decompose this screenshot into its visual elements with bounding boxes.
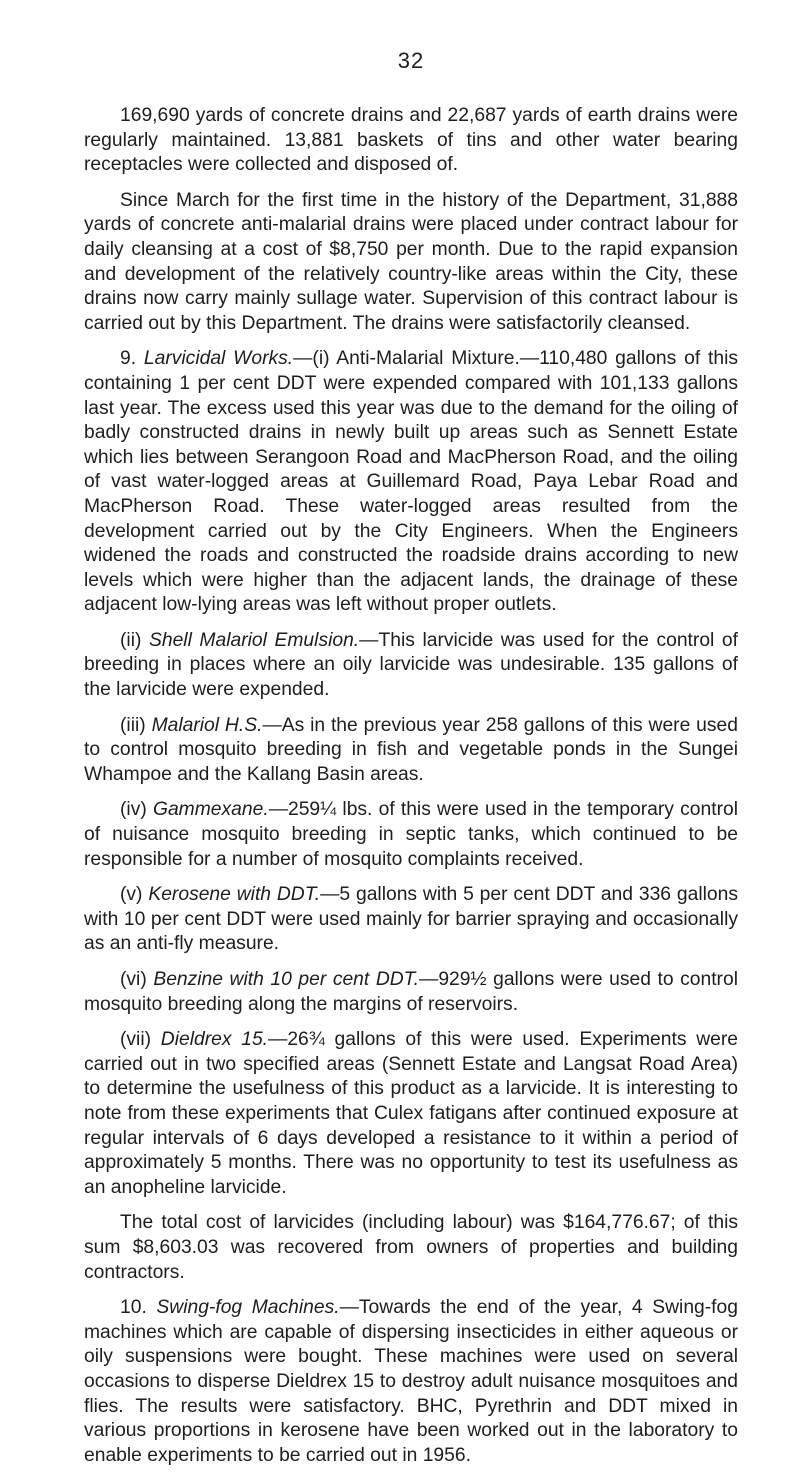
item-number: (iii) <box>120 714 152 736</box>
paragraph-text: —110,480 gallons of this containing 1 per cent DDT were expended compared with 101,133 gallons last year. The excess used this year was due to the demand for the oiling of badly constructed drains in newly built up areas such as Sennett Estate which lies between Serangoon Road and MacPherson Road, and the oiling of vast water-logged areas at Guillemard Road, Paya Lebar Road and MacPherson Road. These water-logged areas resulted from the development carried out by the City Engineers. When the Engineers widened the roads and constructed the roadside drains according to new levels which were higher than the adjacent lands, the drainage of these adjacent low-lying areas was left without proper outlets. <box>84 348 738 616</box>
item-number: (v) <box>120 884 149 906</box>
document-page <box>84 0 738 1479</box>
paragraph-benzine-ddt <box>84 968 738 1017</box>
paragraph-text: —As in the previous year 258 gallons of this were used to control mosquito breeding in fish and vegetable ponds in the Sungei Whampoe and the Kallang Basin areas. <box>84 714 738 785</box>
paragraph-malariol-hs <box>84 714 738 788</box>
paragraph-text: 169,690 yards of concrete drains and 22,687 yards of earth drains were regularly maintained. 13,881 baskets of tins and other water bearing receptacles were collected and disposed of. <box>84 105 738 176</box>
section-number: 10. <box>120 1297 157 1319</box>
paragraph-total-cost <box>84 1211 738 1285</box>
paragraph-gammexane <box>84 798 738 872</box>
item-number: (ii) <box>120 629 149 651</box>
paragraph-kerosene-ddt <box>84 883 738 957</box>
item-number: (vi) <box>120 969 154 990</box>
item-number: (vii) <box>120 1029 161 1051</box>
paragraph-text: —This larvicide was used for the control of breeding in places where an oily larvicide was undesirable. 135 gallons of the larvicide were expended. <box>84 629 738 701</box>
paragraph-text: —259¼ lbs. of this were used in the temporary control of nuisance mosquito breeding in septic tanks, which continued to be responsible for a number of mosquito complaints received. <box>84 799 738 870</box>
paragraph-shell-malariol <box>84 629 738 703</box>
paragraph-text: The total cost of larvicides (including labour) was $164,776.67; of this sum $8,603.03 was recovered from owners of properties and building contractors. <box>84 1212 738 1283</box>
paragraph-contract-labour <box>84 189 738 337</box>
item-heading: Shell Malariol Emulsion. <box>148 629 360 651</box>
page-number: 32 <box>397 48 425 73</box>
item-heading: Gammexane. <box>152 799 269 821</box>
item-heading: Kerosene with DDT. <box>148 884 321 906</box>
paragraph-text: —Towards the end of the year, 4 Swing-fog machines which are capable of dispersing insecticides in either aqueous or oily suspensions were bought. These machines were used on several occasions to disperse Dieldrex 15 to destroy adult nuisance mosquitoes and flies. The results were satisfactory. BHC, Pyrethrin and DDT mixed in various proportions in kerosene have been worked out in the laboratory to enable experiments to be carried out in 1956. <box>84 1297 738 1466</box>
paragraph-text: Since March for the first time in the history of the Department, 31,888 yards of concrete anti-malarial drains were placed under contract labour for daily cleansing at a cost of $8,750 per month. Due to the rapid expansion and development of the relatively country-like areas within the City, these drains now carry mainly sullage water. Supervision of this contract labour is carried out by this Department. The drains were satisfactorily cleansed. <box>84 189 738 334</box>
paragraph-text: —929½ gallons were used to control mosquito breeding along the margins of reservoirs. <box>84 969 738 1015</box>
section-heading: Swing-fog Machines. <box>156 1297 340 1319</box>
section-heading: Larvicidal Works. <box>143 348 294 370</box>
paragraph-dieldrex <box>84 1028 738 1200</box>
paragraph-swing-fog <box>84 1296 738 1468</box>
paragraph-drains-maintained <box>84 104 738 178</box>
item-heading: Dieldrex 15. <box>160 1029 269 1051</box>
paragraph-text: —26¾ gallons of this were used. Experiments were carried out in two specified areas (Sennett Estate and Langsat Road Area) to determine the usefulness of this product as a larvicide. It is interesting to note from these experiments that Culex fatigans after continued exposure at regular intervals of 6 days developed a resistance to it within a period of approximately 5 months. There was no opportunity to test its usefulness as an anopheline larvicide. <box>84 1029 738 1198</box>
paragraph-text: —5 gallons with 5 per cent DDT and 336 gallons with 10 per cent DDT were used mainly for barrier spraying and occasionally as an anti-fly measure. <box>84 884 738 955</box>
item-heading: Malariol H.S. <box>151 714 263 736</box>
section-sub-heading: —(i) Anti-Malarial Mixture. <box>293 348 520 370</box>
item-number: (iv) <box>120 799 153 821</box>
paragraph-larvicidal-works <box>84 347 738 618</box>
item-heading: Benzine with 10 per cent DDT. <box>153 969 420 990</box>
section-number: 9. <box>120 348 144 370</box>
